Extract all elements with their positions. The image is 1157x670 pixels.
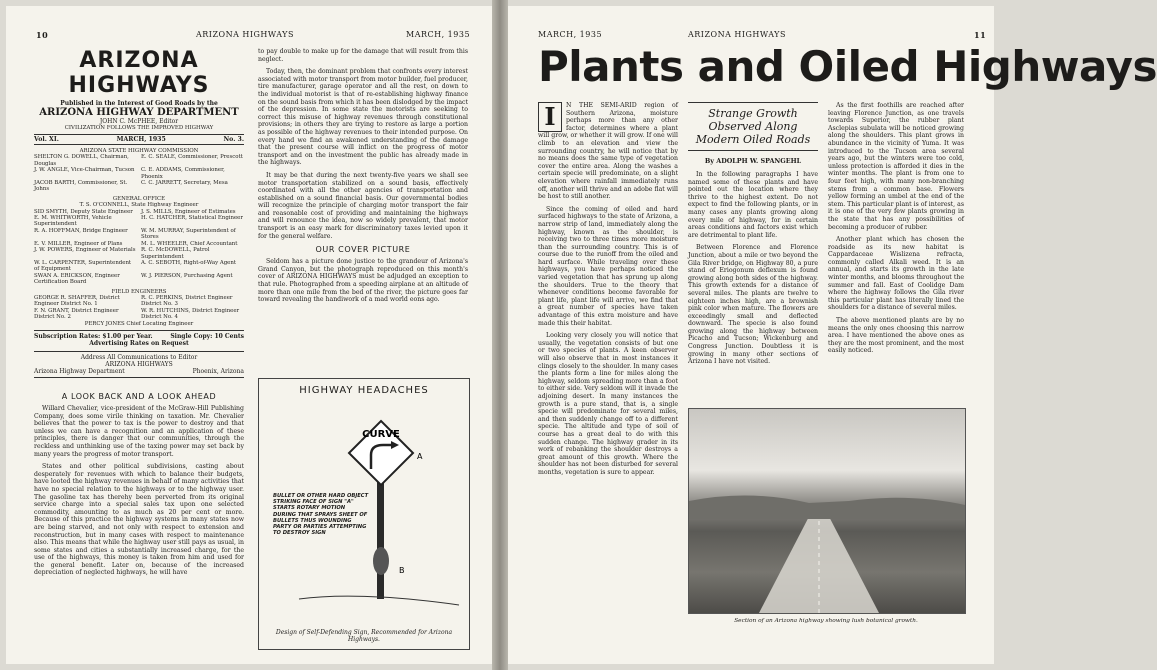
article1-paragraph-2: States and other political subdivisions, casting about desperately for revenues with which to balance their budgets, have looted the highway revenues in behalf of many activities that have no special relation to the highways or to the highway user. The gasoline tax has therehy been perverted from its original service charge into a special sales tax upon one selected commodity, amounting to as much as 20 per cent or more. Because of this practice the highway systems in many states now are being starved, and not only with respect to extension and reconstruction, but in many cases with respect to maintenance also. This means that while the highway user still pays as usual, in some states and cities a substantially increased charge, for the use of the highways, this money is taken from him and used for the general benefit. Later on, because of the increased depreciation of neglected highways, he will have	[34, 463, 244, 577]
chief-locating: PERCY JONES Chief Locating Engineer	[84, 320, 194, 327]
field-engineer: F. N. GRANT, District Engineer District No. 2	[34, 307, 119, 321]
commission-member: SHELTON G. DOWELL, Chairman, Douglas	[34, 154, 129, 167]
photo-caption: Section of an Arizona highway showing lush botanical growth.	[734, 618, 918, 624]
highway-photo-drawing	[689, 409, 965, 613]
address-dept: Arizona Highway Department	[34, 367, 125, 375]
field-engineer: GEORGE R. SHAFFER, District Engineer District No. 1	[34, 294, 120, 308]
sign-text: CURVE	[362, 429, 400, 440]
paragraph-d: Between Florence and Florence Junction, about a mile or two beyond the Gila River bridge, on Highway 80, a pure stand of Eriogonum deflexum is found growing along both sides of the highway. This growth extends for a distance of several miles. The plants are twelve to eighteen inches high, are a brownish pink color when mature. The flowers are exceedingly small and deflected downward. The specie is also found growing along the highway between Picacho and Tucson; Wickenburg and Congress Junction. Doubtless it is growing in many other sections of Arizona I have not visited.	[688, 244, 818, 366]
right-running-date: MARCH, 1935	[538, 30, 603, 39]
masthead-editor: JOHN C. McPHEE, Editor	[99, 118, 179, 125]
office-member: J. W. POWERS, Engineer of Materials	[34, 247, 136, 254]
issue-date: MARCH, 1935	[116, 136, 166, 143]
advertising-rates: Advertising Rates on Request	[89, 339, 189, 347]
paragraph-c: In the following paragraphs I have named some of these plants and have pointed out the location where they thrive to the highest extent. Do not expect to find the following plants, or in many cases any plants growing along every mile of highway, for in certain areas conditions and factors exist which are detrimental to plant life.	[688, 171, 818, 239]
cover-picture-title: OUR COVER PICTURE	[315, 245, 411, 255]
article-deck: Strange Growth Observed Along Modern Oiled Roads	[688, 102, 818, 151]
page-gutter	[492, 0, 508, 670]
article1-title: A LOOK BACK AND A LOOK AHEAD	[61, 392, 217, 401]
office-member: M. L. WHEELER, Chief Accountant	[141, 240, 238, 247]
office-member: W. J. PIERSON, Purchasing Agent	[141, 272, 233, 279]
commission-member: E. C. SEALE, Commissioner, Prescott	[141, 154, 243, 161]
address-bottom	[34, 368, 244, 375]
address-magazine: ARIZONA HIGHWAYS	[105, 360, 173, 368]
article1-paragraph-1: Willard Chevalier, vice-president of the McGraw-Hill Publishing Company, does some virile thinking on taxation. Mr. Chevalier believes that the power to tax is the power to destroy and that unless we can have a recognition and an application of these principles, there is danger that our communities, through the reckless and unthinking use of the taxing power may set back by many years the progress of motor transport.	[34, 405, 244, 458]
address-city: Phoenix, Arizona	[192, 367, 244, 375]
right-page	[508, 6, 1157, 664]
paragraph-a: Since the coming of oiled and hard surfaced highways to the state of Arizona, a narrow strip of land, immediately along the highway, known as the shoulder, is receiving two to three times more moisture than the surrounding country. This is of course due to the runoff from the oiled and hard surface. While traveling over these highways, you have perhaps noticed the varied vegetation that has sprung up along the shoulders. True to the theory that whenever conditions become favorable for plant life, plant life will arrive, we find that a great number of species have taken advantage of this extra moisture and have made this their habitat.	[538, 205, 678, 327]
col2-paragraph-2: Today, then, the dominant problem that confronts every interest associated with motor transport from motor builder, fuel producer, tire manufacturer, garage operator and all the rest, on down to the individual motorist is that of re-establishing highway finance on the sound basis from which it has been dislodged by the impact of the depression. In some state the motorists are seeking to correct this misuse of highway revenues through constitutional provisions; in others they are trying to restore as large a portion as possible of the highway revenues to their intended purpose. On every hand we find an awakened understanding of the damage that the present course will inflict on the progress of motor transport and on the investment the public has already made in the highways.	[258, 68, 468, 167]
sign-label-b: B	[399, 566, 405, 575]
paragraph-e: As the first foothills are reached after leaving Florence Junction, as one travels towards Superior, the rubber plant Asclepias subulata will be noticed growing along the shoulders. This plant grows in abundance in the vicinity of Yuma. It was introduced to the Tucson area several years ago, but the winters were too cold, unless protection is afforded it dies in the winter months. The plant is from one to four feet high, with many non-branching stems from a common base. Flowers yellow forming an umbel at the end of the stem. This particular plant is of interest, as it is one of the very few plants growing in the state that has any possibilities of becoming a producer of rubber.	[828, 102, 964, 231]
left-page	[6, 6, 492, 664]
highway-headaches-box	[258, 378, 470, 650]
cartoon-text: BULLET OR OTHER HARD OBJECT STRIKING FACE OF SIGN "A" STARTS ROTARY MOTION DURING THAT SPRAYS SHEET OF BULLETS THUS WOUNDING PARTY OR PARTIES ATTEMPTING TO DESTROY SIGN	[273, 493, 369, 537]
paragraph-g: The above mentioned plants are by no means the only ones choosing this narrow area. I have mentioned the above ones as they are the most prominent, and the most easily noticed.	[828, 317, 964, 355]
col2-paragraph-3: It may be that during the next twenty-five years we shall see motor transportation stabilized on a sound basis, effectively coordinated with all the other agencies of transportation and established on a sound financial basis. Our governmental bodies will recognize the principle of charging motor transport the fair and reasonable cost of providing and maintaining the highways and will renounce the idea, now so widely prevalent, that motor transport is an easy mark for discriminatory taxes levied upon it for the general welfare.	[258, 171, 468, 240]
commission-list	[34, 154, 244, 192]
right-column-1	[538, 102, 678, 482]
article-byline: By ADOLPH W. SPANGEHL	[704, 157, 802, 165]
cartoon-text-wrap	[273, 493, 369, 563]
office-member: A. C. SEBOTH, Right-of-Way Agent	[141, 259, 236, 266]
article-headline: Plants and Oiled Highways	[538, 42, 1157, 91]
highway-photo	[688, 408, 966, 614]
office-member: J. S. MILLS, Engineer of Estimates	[141, 208, 236, 215]
state-engineer: T. S. O'CONNELL, State Highway Engineer	[79, 202, 199, 209]
distant-hills	[689, 495, 965, 519]
masthead-motto: CIVILIZATION FOLLOWS THE IMPROVED HIGHWAY	[64, 125, 214, 131]
issue-line	[34, 134, 244, 145]
headaches-title: HIGHWAY HEADACHES	[299, 385, 429, 396]
bullet-drum	[373, 547, 389, 575]
field-engineer: R. C. PERKINS, District Engineer District No. 3	[141, 294, 233, 308]
left-column-2	[258, 48, 468, 309]
paragraph-b: Looking very closely you will notice that usually, the vegetation consists of but one or two species of plants. A keen observer will also observe that in most instances it clings closely to the shoulder. In many cases the plants form a line for miles along the highway, seldom spreading more than a foot to either side. Very seldom will it invade the adjoining desert. In many instances the growth is a pure stand, that is, a single specie will predominate for several miles, and then suddenly change off to a different specie. The altitude and type of soil of course has a great deal to do with this sudden change. The highway grader in its work of rebanking the shoulder destroys a great amount of this growth. Where the shoulder has not been disturbed for several months, vegetation is sure to appear.	[538, 332, 678, 476]
sign-label-a: A	[417, 452, 423, 461]
right-running-title: ARIZONA HIGHWAYS	[688, 30, 786, 39]
office-member: W. L. CARPENTER, Superintendent of Equipment	[34, 259, 132, 273]
office-member: E. V. MILLER, Engineer of Plans	[34, 240, 123, 247]
commission-member: C. E. ADDAMS, Commissioner, Phoenix	[141, 167, 225, 180]
right-column-3	[828, 102, 964, 360]
office-member: R. C. McDOWELL, Patrol Superintendent	[141, 247, 210, 260]
office-member: R. A. HOFFMAN, Bridge Engineer	[34, 227, 128, 234]
subscription-rate: Subscription Rates: $1.00 per Year.	[34, 332, 153, 340]
field-heading: FIELD ENGINEERS	[111, 288, 167, 295]
commission-heading: ARIZONA STATE HIGHWAY COMMISSION	[79, 148, 199, 154]
cartoon-caption: Design of Self-Defending Sign, Recommended for Arizona Highways.	[275, 629, 453, 643]
lead-paragraph: N THE SEMI-ARID region of Southern Arizona, moisture perhaps more than any other factor, determines where a plant will grow, or whether it will grow. If one will climb to an elevation and view the surrounding country, he will notice that by no means does the same type of vegetation cover the entire area. Along the washes a certain specie will predominate, on a slight elevation where rainfall immediately runs off, another will thrive and an adobe flat will be host to still another.	[538, 102, 678, 201]
office-member: H. C. HATCHER, Statistical Engineer	[141, 215, 243, 222]
left-running-title: ARIZONA HIGHWAYS	[196, 30, 294, 39]
office-member: W. M. MURRAY, Superintendent of Stores	[141, 227, 236, 241]
single-copy: Single Copy: 10 Cents	[170, 332, 244, 340]
masthead-dept: ARIZONA HIGHWAY DEPARTMENT	[39, 107, 239, 118]
office-member: SWAN A. ERICKSON, Engineer Certification Board	[34, 272, 120, 286]
issue-number: No. 3.	[223, 136, 244, 143]
office-member: SID SMYTH, Deputy State Engineer	[34, 208, 133, 215]
masthead-published: Published in the Interest of Good Roads by the	[60, 100, 218, 107]
ground-line	[299, 596, 459, 605]
subscription-line	[34, 330, 244, 340]
field-list	[34, 295, 244, 321]
field-engineer: W. R. HUTCHINS, District Engineer District No. 4	[141, 307, 240, 321]
address-line: Address All Communications to Editor	[80, 353, 198, 361]
article-look-back	[34, 392, 244, 582]
left-running-date: MARCH, 1935	[406, 30, 471, 39]
paragraph-f: Another plant which has chosen the roadside as its new habitat is Cappardaceae Wislizena refracta, commonly called Alkali weed. It is an annual, and starts its growth in the late winter months, and blooms throughout the summer and fall. East of Coolidge Dam where the highway follows the Gila river this particular plant has literally lined the shoulders for a distance of several miles.	[828, 236, 964, 312]
address-box	[34, 351, 244, 378]
office-list	[34, 209, 244, 286]
right-column-2	[688, 102, 818, 371]
general-office-heading: GENERAL OFFICE	[112, 195, 166, 202]
commission-member: J. W. ANGLE, Vice-Chairman, Tucson	[34, 167, 135, 174]
right-page-number: 11	[974, 30, 987, 40]
left-page-number: 10	[36, 30, 49, 40]
col2-paragraph-1: to pay double to make up for the damage that will result from this neglect.	[258, 48, 468, 63]
self-defending-sign-cartoon	[259, 401, 467, 621]
masthead-block	[34, 48, 244, 378]
commission-member: JACOB BARTH, Commissioner, St. Johns	[34, 180, 128, 193]
drop-cap: I	[538, 102, 562, 132]
issue-volume: Vol. XI.	[34, 136, 59, 143]
office-member: E. M. WHITWORTH, Vehicle Superintendent	[34, 215, 112, 228]
masthead-title: ARIZONA HIGHWAYS	[68, 48, 210, 98]
commission-member: C. C. JARRETT, Secretary, Mesa	[141, 180, 228, 187]
cover-picture-text: Seldom has a picture done justice to the grandeur of Arizona's Grand Canyon, but the photograph reproduced on this month's cover of ARIZONA HIGHWAYS must be adjudged an exception to that rule. Photographed from a speeding airplane at an altitude of more than one mile from the bed of the river, the picture goes far toward revealing the handiwork of a mad world eons ago.	[258, 258, 468, 304]
